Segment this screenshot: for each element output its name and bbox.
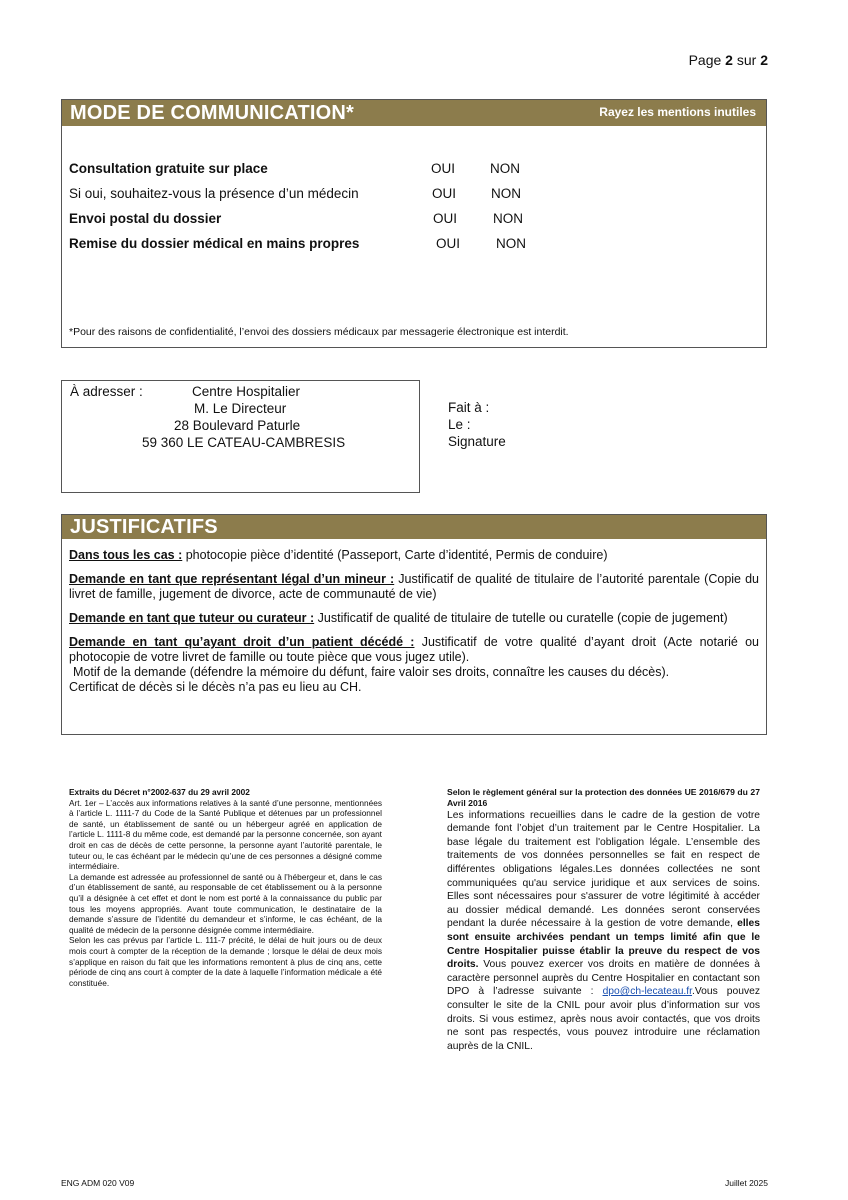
communication-row[interactable] [69,186,749,204]
dpo-email-link[interactable]: dpo@ch-lecateau.fr [602,986,693,998]
justificatif-lead: Demande en tant que représentant légal d’un mineur : [69,572,395,586]
yes-option[interactable]: OUI [431,161,456,176]
justificatifs-title: JUSTIFICATIFS [70,516,218,538]
justificatifs-section [61,514,767,735]
justificatif-text: Justificatif de qualité de titulaire de tutelle ou curatelle (copie de jugement) [314,611,728,625]
decret-paragraph: Art. 1er – L’accès aux informations relatives à la santé d’une personne, mentionnées à l’article L. 1111-7 du Code de la Santé Publique et détenues par un professionnel de santé, un établissement de santé ou un hébergeur agréé en application de l’article L. 1111-8 du même code, est demandé par la personne concernée, son ayant droit en cas de décès de cette personne, la personne ayant l’autorité parentale, le tuteur ou, le cas échéant par le médecin qu’une de ces personnes a désigné comme intermédiaire. [69,797,382,872]
justificatif-item [69,572,759,602]
date-field[interactable]: Le : [448,417,471,432]
address-line: 59 360 LE CATEAU-CAMBRESIS [142,435,346,450]
justificatif-text: Justificatif de qualité de titulaire de l’autorité parentale (Copie du livret de famille, jugement de divorce, acte de communauté de vie) [69,572,759,601]
row-label: Envoi postal du dossier [69,211,222,226]
row-label: Si oui, souhaitez-vous la présence d’un médecin [69,186,359,201]
yes-option[interactable]: OUI [432,186,457,201]
justificatif-text: Justificatif de votre qualité d’ayant droit (Acte notarié ou photocopie de votre livret de famille ou toute pièce que vous jugez utile). [69,635,759,664]
no-option[interactable]: NON [496,236,526,251]
page-of: sur [736,52,757,68]
yes-option[interactable]: OUI [433,211,458,226]
communication-row[interactable] [69,211,749,229]
decret-column [69,787,382,988]
row-label: Consultation gratuite sur place [69,161,268,176]
justificatif-lead: Demande en tant que tuteur ou curateur : [69,611,315,625]
rgpd-title: Selon le règlement général sur la protection des données UE 2016/679 du 27 Avril 2016 [447,787,760,808]
communication-row[interactable] [69,161,749,179]
signature-field[interactable]: Signature [448,434,506,449]
justificatif-lead: Demande en tant qu’ayant droit d’un patient décédé : [69,635,415,649]
rgpd-text-part: Les informations recueillies dans le cadre de la gestion de votre demande font l’objet d’un traitement par le Centre Hospitalier. La base légale du traitement est l'obligation légale. L’ensemble des traitements de vos données personnelles se fait en respect de différentes obligations légales.Les données collectées ne sont communiquées qu'au service juridique et aux services de soins. Elles sont nécessaires pour s'assurer de votre légitimité à accéder au dossier médical demandé. Les données seront conservées pendant la durée nécessaire à la gestion de votre demande, [447,809,760,930]
rgpd-text-part: .Vous pouvez consulter le site de la CNIL pour avoir plus d’information sur vos droits. Si vous estimez, après nous avoir contactés, que vos droits ne sont pas respectés, vous pouvez introduire une réclamation auprès de la CNIL. [447,986,761,1052]
communication-footnote: *Pour des raisons de confidentialité, l’envoi des dossiers médicaux par messagerie électronique est interdit. [69,326,569,338]
no-option[interactable]: NON [490,161,520,176]
page-label: Page [688,52,722,68]
row-label: Remise du dossier médical en mains propres [69,236,360,251]
rgpd-text-part: Vous pouvez exercer vos droits en matière de données à caractère personnel auprès du Centre Hospitalier en contactant son DPO à l’adresse suivante : [447,959,760,998]
communication-section [61,99,767,348]
certificat-text: Certificat de décès si le décès n’a pas eu lieu au CH. [69,680,362,694]
motif-text: Motif de la demande (défendre la mémoire du défunt, faire valoir ses droits, connaître les causes du décès). [73,665,670,679]
justificatif-item [69,611,759,626]
justificatif-lead: Dans tous les cas : [69,548,183,562]
communication-header [62,100,766,126]
address-prefix: À adresser : [70,384,143,399]
rgpd-column [447,787,760,1053]
rgpd-bold-text: elles sont ensuite archivées pendant un temps limité afin que le Centre Hospitalier puisse établir la preuve du respect de vos droits. [447,918,760,971]
communication-row[interactable] [69,236,749,254]
fait-a-field[interactable]: Fait à : [448,400,490,415]
decret-paragraph: La demande est adressée au professionnel de santé ou à l’hébergeur et, dans le cas d’un établissement de santé, au responsable de cet établissement ou à la personne qu’il a désignée à cet effet et dont le nom est porté à la connaissance du public par tous les moyens appropriés. Avant toute communication, le destinataire de la demande s’assure de l’identité du demandeur et s’informe, le cas échéant, de la qualité de médecin de la personne désignée comme intermédiaire. [69,871,382,935]
page-number [689,52,768,68]
footer-date: Juillet 2025 [724,1178,768,1188]
justificatif-item [69,635,759,665]
page-current: 2 [725,52,733,68]
address-line: M. Le Directeur [194,401,287,416]
address-line: Centre Hospitalier [192,384,301,399]
address-line: 28 Boulevard Paturle [174,418,301,433]
address-box [61,380,420,493]
justificatif-item [69,548,759,563]
no-option[interactable]: NON [491,186,521,201]
justificatifs-header [62,515,766,539]
no-option[interactable]: NON [493,211,523,226]
footer-reference: ENG ADM 020 V09 [61,1178,135,1188]
justificatif-text: photocopie pièce d’identité (Passeport, Carte d’identité, Permis de conduire) [182,548,608,562]
rgpd-text [447,809,760,1054]
communication-note: Rayez les mentions inutiles [599,105,756,119]
communication-title: MODE DE COMMUNICATION* [70,102,355,124]
page-total: 2 [760,52,768,68]
decret-paragraph: Selon les cas prévus par l’article L. 111-7 précité, le délai de huit jours ou de deux mois court à compter de la réception de la demande ; lorsque le délai de deux mois s’applique en raison du fait que les informations remontent à plus de cinq ans, cette période de cinq ans court à compter de la date à laquelle l’information médicale a été constituée. [69,935,382,988]
decret-title: Extraits du Décret n°2002-637 du 29 avril 2002 [69,787,250,797]
yes-option[interactable]: OUI [436,236,461,251]
justificatifs-body [69,548,759,695]
